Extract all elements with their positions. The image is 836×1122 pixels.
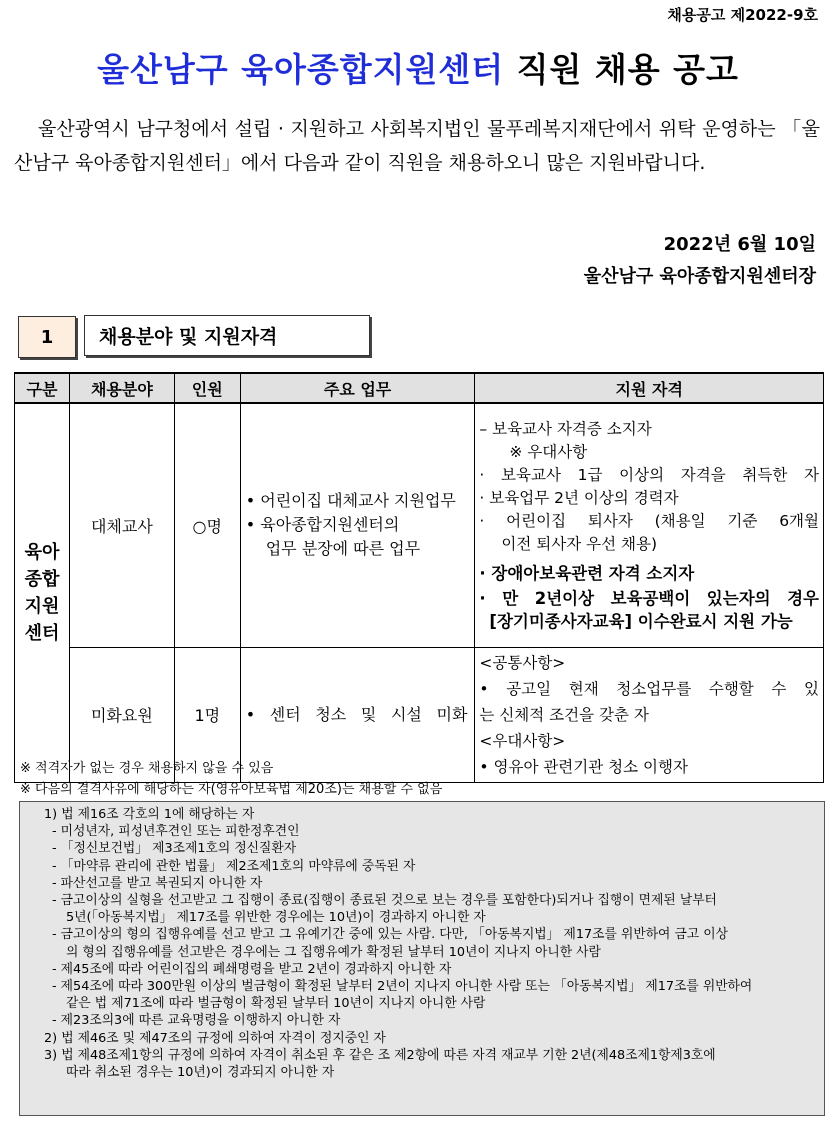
list-item: 5년(「아동복지법」 제17조를 위반한 경우에는 10년)이 경과하지 아니한 자 bbox=[66, 910, 486, 926]
section-number: 1 bbox=[18, 316, 76, 358]
category-cell: 육아 종합 지원 센터 bbox=[15, 403, 70, 782]
list-item: - 제45조에 따라 어린이집의 폐쇄명령을 받고 2년이 경과하지 아니한 자 bbox=[52, 961, 452, 977]
list-item: 2) 법 제46조 및 제47조의 규정에 의하여 자격이 정지중인 자 bbox=[44, 1030, 386, 1046]
list-item: - 「마약류 관리에 관한 법률」 제2조제1호의 마약류에 중독된 자 bbox=[52, 858, 416, 874]
duties-cell: • 어린이집 대체교사 지원업무 • 육아종합지원센터의 업무 분장에 따른 업무 bbox=[240, 403, 475, 647]
table-header-row bbox=[15, 373, 824, 403]
list-item: 같은 법 제71조에 따라 벌금형이 확정된 날부터 10년이 지나지 아니한 사람 bbox=[66, 996, 486, 1012]
list-item: - 제23조의3에 따른 교육명령을 이행하지 아니한 자 bbox=[52, 1013, 341, 1029]
intro-text: 울산광역시 남구청에서 설립 · 지원하고 사회복지법인 물푸레복지재단에서 위탁 운영하는 「울산남구 육아종합지원센터」에서 다음과 같이 직원을 채용하오니 많은 지원바랍니다. bbox=[14, 118, 820, 174]
title-rest: 직원 채용 공고 bbox=[516, 50, 739, 89]
field-cell: 대체교사 bbox=[69, 403, 174, 647]
duties-cell: • 센터 청소 및 시설 미화 bbox=[240, 647, 475, 782]
field-cell: 미화요원 bbox=[69, 647, 174, 782]
header-category: 구분 bbox=[15, 373, 70, 403]
header-duties: 주요 업무 bbox=[240, 373, 475, 403]
note-no-qualified: ※ 적격자가 없는 경우 채용하지 않을 수 있음 bbox=[20, 761, 274, 776]
section-title: 채용분야 및 지원자격 bbox=[84, 315, 370, 356]
list-item: - 미성년자, 피성년후견인 또는 피한정후견인 bbox=[52, 824, 300, 840]
intro-paragraph bbox=[14, 112, 820, 180]
list-item: - 「정신보건법」 제3조제1호의 정신질환자 bbox=[52, 841, 297, 857]
notice-date: 2022년 6월 10일 bbox=[663, 234, 816, 255]
list-item: 따라 취소된 경우는 10년)이 경과되지 아니한 자 bbox=[66, 1065, 335, 1081]
table-row bbox=[15, 403, 824, 647]
header-qualifications: 지원 자격 bbox=[475, 373, 824, 403]
recruitment-table bbox=[14, 372, 824, 783]
qualifications-cell: – 보육교사 자격증 소지자 ※ 우대사항 · 보육교사 1급 이상의 자격을 취득한 자 · 보육업무 2년 이상의 경력자 · 어린이집 퇴사자 (채용일 기준 6개월 이전 퇴사자 우선 채용) · 장애아보육관련 자격 소지자 · 만 2년이상 보육공백이 있는자의 경우 [장기미종사자교육] 이수완료시 지원 가능 bbox=[475, 403, 824, 647]
note-disqualification: ※ 다음의 결격사유에 해당하는 자(영유아보육법 제20조)는 채용할 수 없음 bbox=[20, 782, 443, 797]
list-item: 의 형의 집행유예를 선고받은 경우에는 그 집행유예가 확정된 날부터 10년이 지나지 아니한 사람 bbox=[66, 944, 601, 960]
list-item: 3) 법 제48조제1항의 규정에 의하여 자격이 취소된 후 같은 조 제2항에 따른 자격 재교부 기한 2년(제48조제1항제3호에 bbox=[44, 1047, 716, 1063]
qualifications-cell: <공통사항> • 공고일 현재 청소업무를 수행할 수 있 는 신체적 조건을 갖춘 자 <우대사항> • 영유아 관련기관 청소 이행자 bbox=[475, 647, 824, 782]
disqualification-box bbox=[19, 801, 825, 1116]
signer: 울산남구 육아종합지원센터장 bbox=[583, 266, 816, 287]
list-item: - 파산선고를 받고 복권되지 아니한 자 bbox=[52, 875, 263, 891]
header-count: 인원 bbox=[174, 373, 240, 403]
title-org: 울산남구 육아종합지원센터 bbox=[97, 50, 505, 89]
notice-number: 채용공고 제2022-9호 bbox=[667, 6, 818, 24]
list-item: 1) 법 제16조 각호의 1에 해당하는 자 bbox=[44, 807, 255, 822]
header-field: 채용분야 bbox=[69, 373, 174, 403]
list-item: - 제54조에 따라 300만원 이상의 벌금형이 확정된 날부터 2년이 지나지 아니한 사람 또는 「아동복지법」 제17조를 위반하여 bbox=[52, 979, 753, 995]
list-item: - 금고이상의 실형을 선고받고 그 집행이 종료(집행이 종료된 것으로 보는 경우를 포함한다)되거나 집행이 면제된 날부터 bbox=[52, 893, 717, 909]
count-cell: 1명 bbox=[174, 647, 240, 782]
list-item: - 금고이상의 형의 집행유예를 선고 받고 그 유예기간 중에 있는 사람. 다만, 「아동복지법」 제17조를 위반하여 금고 이상 bbox=[52, 927, 728, 943]
count-cell: ○명 bbox=[174, 403, 240, 647]
page-title bbox=[0, 44, 836, 91]
